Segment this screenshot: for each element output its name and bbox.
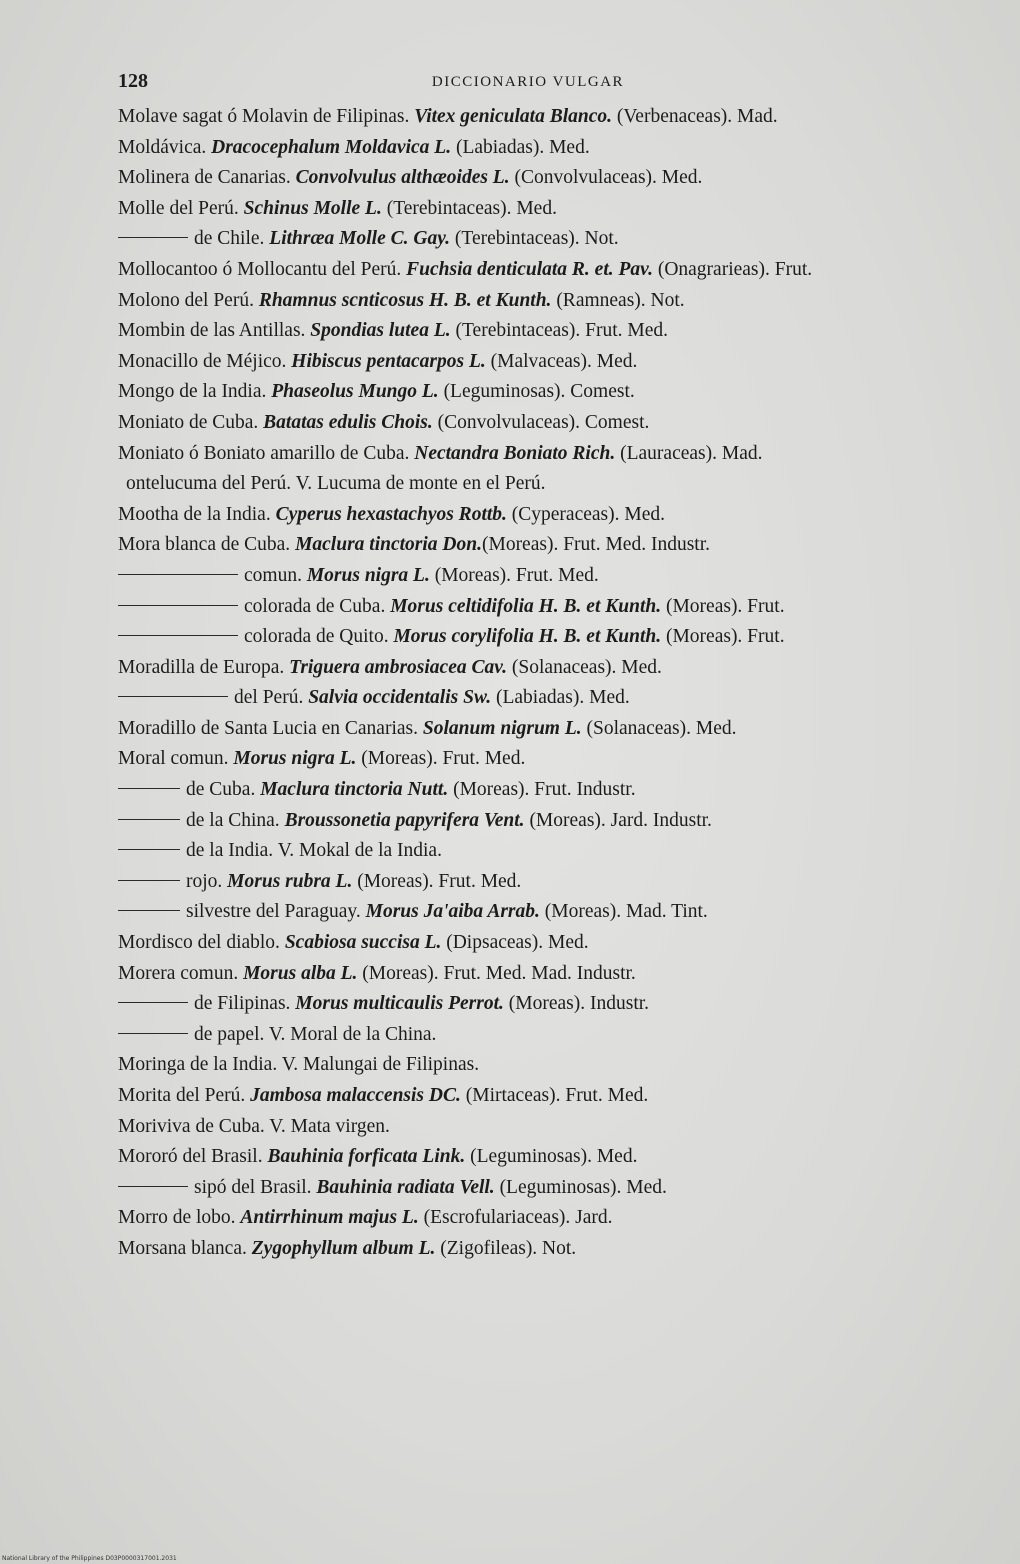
entry-family-uses: (Moreas). Frut.: [661, 626, 785, 648]
ditto-dash: [118, 574, 238, 575]
entry-family-uses: (Onagrarieas). Frut.: [652, 258, 813, 280]
entry-family-uses: (Leguminosas). Med.: [494, 1176, 667, 1198]
entry-common-name: colorada de Cuba.: [244, 595, 391, 617]
entry-scientific-name: Lithræa Molle C. Gay.: [269, 228, 451, 250]
dictionary-entry: [118, 959, 938, 990]
entry-scientific-name: Dracocephalum Moldavica L.: [211, 136, 452, 158]
entry-scientific-name: Hibiscus pentacarpos L.: [291, 350, 486, 372]
entry-common-name: Molono del Perú.: [118, 289, 259, 311]
entry-scientific-name: Spondias lutea L.: [310, 320, 451, 342]
running-head: DICCIONARIO VULGAR: [431, 74, 625, 90]
dictionary-entry: [118, 408, 938, 439]
dictionary-entry: [118, 439, 938, 470]
entry-family-uses: (Moreas). Jard. Industr.: [524, 809, 712, 831]
dictionary-entry: [118, 347, 938, 378]
entry-family-uses: (Zigofileas). Not.: [435, 1237, 577, 1259]
entry-common-name: Moradilla de Europa.: [118, 656, 290, 678]
ditto-dash: [118, 605, 238, 606]
dictionary-entry: [118, 653, 938, 684]
dictionary-entry: [118, 928, 938, 959]
dictionary-entry: [118, 1112, 938, 1143]
entry-common-name: Morera comun.: [118, 962, 244, 984]
ditto-dash: [118, 1186, 188, 1187]
entry-common-name: Moniato de Cuba.: [118, 411, 264, 433]
entry-family-uses: (Solanaceas). Med.: [581, 717, 737, 739]
entry-family-uses: (Convolvulaceas). Med.: [509, 167, 703, 189]
entry-scientific-name: Morus rubra L.: [227, 870, 353, 892]
entry-scientific-name: Convolvulus althæoides L.: [295, 167, 510, 189]
page-header: [118, 70, 938, 96]
entry-scientific-name: Zygophyllum album L.: [251, 1237, 436, 1259]
entry-scientific-name: Bauhinia forficata Link.: [267, 1146, 466, 1168]
entry-scientific-name: Scabiosa succisa L.: [284, 932, 442, 954]
dictionary-entry: [118, 1203, 938, 1234]
ditto-dash: [118, 696, 228, 697]
entry-family-uses: (Terebintaceas). Not.: [450, 228, 619, 250]
entry-scientific-name: Jambosa malaccensis DC.: [250, 1085, 461, 1106]
entry-scientific-name: Maclura tinctoria Nutt.: [260, 779, 449, 801]
entry-scientific-name: Nectandra Boniato Rich.: [414, 442, 616, 464]
dictionary-entry: [118, 255, 938, 286]
entry-common-name: Molle del Perú.: [118, 197, 244, 219]
dictionary-entry: [118, 1234, 938, 1265]
dictionary-entry: [118, 714, 938, 745]
entry-family-uses: (Escrofulariaceas). Jard.: [418, 1207, 613, 1229]
ditto-dash: [118, 910, 180, 911]
dictionary-entry: [118, 194, 938, 225]
dictionary-entry: [118, 1142, 938, 1173]
entry-common-name: Moral comun.: [118, 748, 234, 770]
entry-common-name: de Cuba.: [186, 779, 261, 801]
entry-family-uses: (Moreas). Frut. Med. Industr.: [481, 534, 710, 556]
ditto-dash: [118, 237, 188, 238]
entry-common-name: Molave sagat ó Molavin de Filipinas.: [118, 106, 415, 127]
dictionary-entry: [118, 102, 938, 133]
entry-scientific-name: Morus celtidifolia H. B. et Kunth.: [390, 595, 662, 617]
entry-common-name: de Chile.: [194, 228, 270, 250]
ditto-dash: [118, 635, 238, 636]
entry-scientific-name: Maclura tinctoria Don.: [295, 534, 482, 556]
dictionary-entry: [118, 163, 938, 194]
entry-family-uses: (Leguminosas). Comest.: [438, 381, 635, 403]
entry-common-name: Moniato ó Boniato amarillo de Cuba.: [118, 442, 415, 464]
entry-scientific-name: Morus multicaulis Perrot.: [295, 993, 504, 1015]
entry-common-name: Moradillo de Santa Lucia en Canarias.: [118, 717, 423, 739]
dictionary-entry: [118, 836, 938, 867]
entry-family-uses: (Moreas). Mad. Tint.: [539, 901, 708, 923]
entry-family-uses: (Dipsaceas). Med.: [441, 932, 589, 954]
dictionary-entry: [118, 224, 938, 255]
entry-common-name: Monacillo de Méjico.: [118, 350, 292, 372]
entry-family-uses: (Moreas). Industr.: [503, 993, 650, 1015]
entry-scientific-name: Antirrhinum majus L.: [240, 1207, 419, 1229]
dictionary-entry: [126, 469, 938, 500]
entry-common-name: Morro de lobo.: [118, 1207, 241, 1229]
entry-scientific-name: Morus alba L.: [243, 962, 358, 984]
entry-scientific-name: Solanum nigrum L.: [422, 717, 582, 739]
dictionary-entry: [118, 1020, 938, 1051]
entry-common-name: sipó del Brasil.: [194, 1176, 317, 1198]
entry-common-name: Mordisco del diablo.: [118, 932, 285, 954]
dictionary-entry: [118, 1173, 938, 1204]
dictionary-entry: [118, 133, 938, 164]
entry-family-uses: (Moreas). Frut. Med.: [429, 564, 599, 586]
dictionary-entry: [118, 775, 938, 806]
entry-common-name: Mora blanca de Cuba.: [118, 534, 296, 556]
entry-common-name: comun.: [244, 564, 307, 586]
entry-common-name: Morita del Perú.: [118, 1085, 251, 1106]
entry-common-name: del Perú.: [234, 687, 309, 709]
dictionary-entry: [118, 683, 938, 714]
dictionary-entry: [118, 867, 938, 898]
entry-common-name: de Filipinas.: [194, 993, 296, 1015]
entry-family-uses: (Labiadas). Med.: [491, 687, 630, 709]
entry-common-name: rojo.: [186, 870, 228, 892]
entry-scientific-name: Cyperus hexastachyos Rottb.: [275, 503, 507, 525]
entry-scientific-name: Salvia occidentalis Sw.: [308, 687, 492, 709]
entry-family-uses: (Mirtaceas). Frut. Med.: [460, 1085, 649, 1106]
page-number: 128: [118, 70, 148, 92]
entry-common-name: silvestre del Paraguay.: [186, 901, 366, 923]
ditto-dash: [118, 1002, 188, 1003]
entry-scientific-name: Rhamnus scnticosus H. B. et Kunth.: [258, 289, 552, 311]
dictionary-entry: [118, 1081, 938, 1112]
entry-scientific-name: Vitex geniculata Blanco.: [414, 106, 612, 127]
dictionary-entry: [118, 622, 938, 653]
entry-scientific-name: Schinus Molle L.: [243, 197, 382, 219]
entry-common-name: Moldávica.: [118, 136, 212, 158]
ditto-dash: [118, 880, 180, 881]
entry-scientific-name: Phaseolus Mungo L.: [271, 381, 439, 403]
entry-scientific-name: Morus nigra L.: [233, 748, 357, 770]
entry-family-uses: (Terebintaceas). Frut. Med.: [450, 320, 669, 342]
entry-common-name: de la India. V. Mokal de la India.: [186, 840, 442, 862]
entry-family-uses: (Cyperaceas). Med.: [506, 503, 666, 525]
entry-scientific-name: Broussonetia papyrifera Vent.: [284, 809, 525, 831]
entry-common-name: Mollocantoo ó Mollocantu del Perú.: [118, 258, 407, 280]
entry-common-name: Mombin de las Antillas.: [118, 320, 311, 342]
ditto-dash: [118, 849, 180, 850]
dictionary-entry: [118, 744, 938, 775]
entry-family-uses: (Moreas). Frut. Med.: [356, 748, 526, 770]
entry-family-uses: (Verbenaceas). Mad.: [612, 106, 778, 127]
entry-family-uses: (Ramneas). Not.: [551, 289, 685, 311]
entry-family-uses: (Solanaceas). Med.: [507, 656, 662, 678]
entry-scientific-name: Fuchsia denticulata R. et. Pav.: [406, 258, 653, 280]
dictionary-entry: [118, 592, 938, 623]
dictionary-entry: [118, 897, 938, 928]
entry-family-uses: (Leguminosas). Med.: [465, 1146, 638, 1168]
entry-common-name: Molinera de Canarias.: [118, 167, 296, 189]
entry-common-name: Mororó del Brasil.: [118, 1146, 268, 1168]
dictionary-entry: [118, 377, 938, 408]
entry-family-uses: (Malvaceas). Med.: [485, 350, 638, 372]
dictionary-entries: [118, 102, 938, 1265]
entry-family-uses: (Lauraceas). Mad.: [615, 442, 763, 464]
dictionary-entry: [118, 316, 938, 347]
entry-common-name: de la China.: [186, 809, 285, 831]
dictionary-entry: [118, 989, 938, 1020]
dictionary-entry: [118, 561, 938, 592]
dictionary-entry: [118, 530, 938, 561]
entry-common-name: Moriviva de Cuba. V. Mata virgen.: [118, 1115, 390, 1137]
ditto-dash: [118, 1033, 188, 1034]
entry-family-uses: (Moreas). Frut. Med. Mad. Industr.: [357, 962, 636, 984]
dictionary-entry: [118, 806, 938, 837]
entry-common-name: colorada de Quito.: [244, 626, 394, 648]
entry-scientific-name: Bauhinia radiata Vell.: [316, 1176, 495, 1198]
entry-scientific-name: Morus Ja'aiba Arrab.: [365, 901, 540, 923]
entry-common-name: Mootha de la India.: [118, 503, 276, 525]
entry-family-uses: (Convolvulaceas). Comest.: [432, 411, 650, 433]
entry-common-name: Morsana blanca.: [118, 1237, 252, 1259]
entry-family-uses: (Labiadas). Med.: [451, 136, 590, 158]
ditto-dash: [118, 788, 180, 789]
entry-scientific-name: Morus corylifolia H. B. et Kunth.: [393, 626, 662, 648]
entry-family-uses: (Moreas). Frut. Med.: [352, 870, 522, 892]
dictionary-entry: [118, 500, 938, 531]
entry-common-name: Mongo de la India.: [118, 381, 272, 403]
dictionary-entry: [118, 286, 938, 317]
entry-family-uses: (Moreas). Frut.: [661, 595, 785, 617]
entry-common-name: de papel. V. Moral de la China.: [194, 1023, 437, 1045]
entry-scientific-name: Morus nigra L.: [306, 564, 430, 586]
entry-common-name: Moringa de la India. V. Malungai de Filipinas.: [118, 1054, 480, 1076]
entry-family-uses: (Terebintaceas). Med.: [381, 197, 557, 219]
dictionary-entry: [118, 1050, 938, 1081]
entry-scientific-name: Batatas edulis Chois.: [263, 411, 433, 433]
entry-common-name: ontelucuma del Perú. V. Lucuma de monte en el Perú.: [126, 473, 546, 495]
entry-family-uses: (Moreas). Frut. Industr.: [448, 779, 636, 801]
ditto-dash: [118, 819, 180, 820]
scan-footer: National Library of the Philippines D03P0000317001.2031: [2, 1555, 177, 1562]
entry-scientific-name: Triguera ambrosiacea Cav.: [289, 656, 508, 678]
